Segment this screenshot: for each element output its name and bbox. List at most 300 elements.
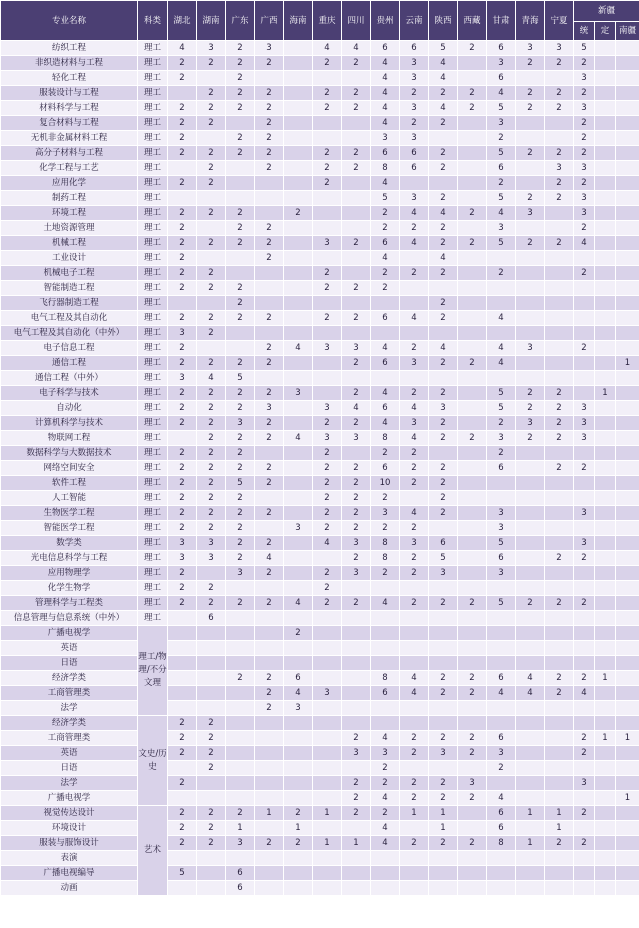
quota-cell: [487, 626, 516, 641]
quota-cell: [574, 326, 595, 341]
quota-cell: 2: [342, 386, 371, 401]
quota-cell: 2: [574, 836, 595, 851]
major-name-cell: 化学工程与工艺: [1, 161, 138, 176]
quota-cell: [168, 611, 197, 626]
quota-cell: [255, 371, 284, 386]
category-group-cell: 理工/物理/不分文理: [138, 626, 168, 716]
category-cell: 理工: [138, 566, 168, 581]
quota-cell: 2: [313, 416, 342, 431]
quota-cell: [226, 656, 255, 671]
table-row: [1, 431, 639, 446]
quota-cell: [595, 431, 616, 446]
quota-cell: 6: [487, 161, 516, 176]
quota-cell: [226, 116, 255, 131]
quota-cell: 3: [284, 521, 313, 536]
quota-cell: 2: [255, 311, 284, 326]
quota-cell: [458, 446, 487, 461]
quota-cell: 2: [371, 806, 400, 821]
quota-cell: 2: [313, 566, 342, 581]
quota-cell: [616, 161, 639, 176]
quota-cell: [616, 761, 639, 776]
quota-cell: [487, 281, 516, 296]
quota-cell: [616, 296, 639, 311]
quota-cell: [313, 551, 342, 566]
quota-cell: 3: [226, 566, 255, 581]
quota-cell: [595, 161, 616, 176]
quota-cell: [516, 776, 545, 791]
quota-cell: 2: [574, 176, 595, 191]
quota-cell: 1: [313, 806, 342, 821]
quota-cell: 2: [400, 791, 429, 806]
category-cell: 理工: [138, 311, 168, 326]
quota-cell: 2: [226, 71, 255, 86]
category-cell: 理工: [138, 326, 168, 341]
quota-cell: 2: [255, 566, 284, 581]
quota-cell: [197, 686, 226, 701]
quota-cell: 2: [574, 56, 595, 71]
quota-cell: 3: [284, 701, 313, 716]
quota-cell: [284, 611, 313, 626]
quota-cell: [168, 86, 197, 101]
table-row: [1, 806, 639, 821]
quota-cell: [516, 656, 545, 671]
quota-cell: [595, 56, 616, 71]
quota-cell: [342, 671, 371, 686]
quota-cell: [284, 476, 313, 491]
quota-cell: [516, 71, 545, 86]
quota-cell: 2: [255, 596, 284, 611]
quota-cell: 2: [197, 476, 226, 491]
quota-cell: 2: [168, 356, 197, 371]
quota-cell: 2: [197, 101, 226, 116]
quota-cell: 2: [313, 161, 342, 176]
quota-cell: [342, 266, 371, 281]
quota-cell: 1: [313, 836, 342, 851]
quota-cell: 1: [429, 806, 458, 821]
quota-cell: [313, 131, 342, 146]
quota-cell: 2: [197, 416, 226, 431]
category-cell: 理工: [138, 596, 168, 611]
quota-cell: [458, 221, 487, 236]
quota-cell: 2: [342, 236, 371, 251]
quota-cell: 4: [400, 401, 429, 416]
quota-cell: 6: [371, 146, 400, 161]
quota-cell: [595, 656, 616, 671]
quota-cell: [516, 266, 545, 281]
quota-cell: [197, 671, 226, 686]
quota-cell: [545, 311, 574, 326]
quota-cell: [616, 446, 639, 461]
quota-cell: [284, 731, 313, 746]
quota-cell: [284, 581, 313, 596]
quota-cell: [342, 881, 371, 896]
quota-cell: 2: [487, 761, 516, 776]
quota-cell: 2: [168, 731, 197, 746]
major-name-cell: 服装与服饰设计: [1, 836, 138, 851]
quota-cell: [313, 611, 342, 626]
quota-cell: 4: [371, 86, 400, 101]
quota-cell: [226, 701, 255, 716]
quota-cell: 2: [168, 266, 197, 281]
quota-cell: [168, 626, 197, 641]
quota-cell: 3: [487, 56, 516, 71]
quota-cell: 3: [574, 101, 595, 116]
quota-cell: 2: [255, 86, 284, 101]
quota-cell: 3: [226, 836, 255, 851]
quota-cell: 4: [371, 56, 400, 71]
quota-cell: [400, 326, 429, 341]
quota-cell: [516, 551, 545, 566]
quota-cell: 4: [284, 431, 313, 446]
quota-cell: 4: [168, 41, 197, 56]
quota-cell: 3: [284, 386, 313, 401]
header-xinjiang-sub: 定: [595, 22, 616, 41]
quota-cell: [574, 611, 595, 626]
quota-cell: 4: [487, 86, 516, 101]
quota-cell: [616, 281, 639, 296]
quota-cell: [545, 866, 574, 881]
table-row: [1, 656, 639, 671]
quota-cell: 2: [429, 236, 458, 251]
quota-cell: 2: [429, 146, 458, 161]
quota-cell: 4: [371, 71, 400, 86]
quota-cell: [429, 521, 458, 536]
quota-cell: [616, 326, 639, 341]
major-name-cell: 广播电视编导: [1, 866, 138, 881]
quota-cell: 4: [284, 686, 313, 701]
quota-cell: 2: [168, 716, 197, 731]
quota-cell: 2: [168, 461, 197, 476]
quota-cell: 2: [168, 401, 197, 416]
quota-cell: 2: [400, 551, 429, 566]
quota-cell: 5: [371, 191, 400, 206]
quota-cell: 2: [255, 686, 284, 701]
major-name-cell: 管理科学与工程类: [1, 596, 138, 611]
quota-cell: 2: [226, 56, 255, 71]
quota-cell: [458, 866, 487, 881]
quota-cell: 6: [487, 806, 516, 821]
quota-cell: 4: [487, 341, 516, 356]
quota-cell: [284, 551, 313, 566]
quota-cell: 3: [574, 401, 595, 416]
quota-cell: 2: [487, 176, 516, 191]
quota-cell: [487, 296, 516, 311]
quota-cell: 2: [255, 101, 284, 116]
quota-cell: [226, 731, 255, 746]
quota-cell: [168, 431, 197, 446]
quota-cell: 2: [574, 731, 595, 746]
quota-cell: [313, 386, 342, 401]
table-row: [1, 521, 639, 536]
quota-cell: 4: [400, 206, 429, 221]
quota-cell: [616, 506, 639, 521]
quota-cell: 2: [342, 476, 371, 491]
major-name-cell: 英语: [1, 641, 138, 656]
quota-cell: [616, 746, 639, 761]
quota-cell: 3: [545, 41, 574, 56]
category-cell: 理工: [138, 611, 168, 626]
quota-cell: [429, 881, 458, 896]
table-row: [1, 266, 639, 281]
quota-cell: 2: [516, 596, 545, 611]
quota-cell: [284, 566, 313, 581]
major-name-cell: 电气工程及其自动化: [1, 311, 138, 326]
quota-cell: 2: [284, 626, 313, 641]
quota-cell: [458, 191, 487, 206]
quota-cell: 2: [226, 506, 255, 521]
quota-cell: [595, 371, 616, 386]
quota-cell: [487, 866, 516, 881]
category-cell: 理工: [138, 371, 168, 386]
quota-cell: 4: [342, 401, 371, 416]
quota-cell: [313, 821, 342, 836]
quota-cell: 2: [516, 191, 545, 206]
quota-cell: [371, 581, 400, 596]
quota-cell: [429, 446, 458, 461]
category-cell: 理工: [138, 86, 168, 101]
quota-cell: 2: [255, 356, 284, 371]
category-cell: 理工: [138, 356, 168, 371]
quota-cell: 2: [458, 101, 487, 116]
quota-cell: 3: [400, 56, 429, 71]
quota-cell: 2: [168, 416, 197, 431]
quota-cell: 2: [429, 491, 458, 506]
quota-cell: 2: [255, 146, 284, 161]
quota-cell: [574, 521, 595, 536]
quota-cell: [197, 131, 226, 146]
quota-cell: [595, 821, 616, 836]
quota-cell: 2: [313, 521, 342, 536]
quota-cell: [595, 881, 616, 896]
quota-cell: 1: [616, 791, 639, 806]
quota-cell: 2: [313, 581, 342, 596]
quota-cell: 2: [458, 236, 487, 251]
major-name-cell: 视觉传达设计: [1, 806, 138, 821]
quota-cell: 2: [342, 416, 371, 431]
quota-cell: [371, 296, 400, 311]
quota-cell: 5: [487, 536, 516, 551]
quota-cell: [545, 566, 574, 581]
quota-cell: [545, 326, 574, 341]
table-row: [1, 731, 639, 746]
quota-cell: 3: [516, 206, 545, 221]
quota-cell: 3: [168, 326, 197, 341]
quota-cell: [342, 686, 371, 701]
quota-cell: 2: [197, 596, 226, 611]
quota-cell: [458, 341, 487, 356]
major-name-cell: 数据科学与大数据技术: [1, 446, 138, 461]
category-cell: 理工: [138, 446, 168, 461]
quota-cell: [545, 626, 574, 641]
quota-cell: 3: [371, 131, 400, 146]
quota-cell: 4: [400, 506, 429, 521]
table-row: [1, 371, 639, 386]
quota-cell: 2: [197, 446, 226, 461]
quota-cell: [429, 281, 458, 296]
quota-cell: 1: [226, 821, 255, 836]
quota-cell: [616, 311, 639, 326]
quota-cell: [168, 701, 197, 716]
quota-cell: 2: [516, 86, 545, 101]
quota-cell: [197, 851, 226, 866]
quota-cell: [574, 491, 595, 506]
quota-cell: 3: [574, 416, 595, 431]
quota-cell: 2: [168, 116, 197, 131]
quota-cell: 4: [371, 176, 400, 191]
table-row: [1, 86, 639, 101]
quota-cell: 1: [400, 806, 429, 821]
quota-cell: [595, 596, 616, 611]
quota-cell: [284, 416, 313, 431]
quota-cell: [516, 821, 545, 836]
quota-cell: [595, 146, 616, 161]
quota-cell: 2: [255, 461, 284, 476]
table-row: [1, 776, 639, 791]
quota-cell: 2: [458, 41, 487, 56]
quota-cell: 2: [226, 446, 255, 461]
quota-cell: 2: [197, 491, 226, 506]
quota-cell: 2: [429, 311, 458, 326]
quota-cell: [487, 776, 516, 791]
quota-cell: 4: [371, 251, 400, 266]
quota-cell: [487, 371, 516, 386]
quota-cell: 2: [342, 161, 371, 176]
quota-cell: [458, 296, 487, 311]
quota-cell: [284, 461, 313, 476]
quota-cell: [284, 266, 313, 281]
quota-cell: [616, 491, 639, 506]
quota-cell: 6: [371, 461, 400, 476]
quota-cell: [616, 656, 639, 671]
quota-cell: [197, 791, 226, 806]
quota-cell: [487, 656, 516, 671]
quota-cell: 3: [574, 776, 595, 791]
category-cell: 理工: [138, 461, 168, 476]
quota-cell: [313, 791, 342, 806]
quota-cell: [400, 626, 429, 641]
quota-cell: 2: [197, 731, 226, 746]
quota-cell: 2: [313, 446, 342, 461]
quota-cell: 2: [168, 281, 197, 296]
quota-cell: [616, 701, 639, 716]
quota-cell: [487, 611, 516, 626]
quota-cell: [400, 281, 429, 296]
quota-cell: 2: [458, 596, 487, 611]
quota-cell: [371, 881, 400, 896]
quota-cell: [545, 266, 574, 281]
quota-cell: [616, 101, 639, 116]
quota-cell: [255, 581, 284, 596]
table-row: [1, 416, 639, 431]
quota-cell: 2: [197, 161, 226, 176]
quota-cell: [168, 686, 197, 701]
quota-cell: [574, 716, 595, 731]
major-name-cell: 智能制造工程: [1, 281, 138, 296]
quota-cell: [284, 311, 313, 326]
quota-cell: [595, 281, 616, 296]
quota-cell: [545, 446, 574, 461]
quota-cell: 6: [487, 671, 516, 686]
quota-cell: 2: [545, 671, 574, 686]
quota-cell: [429, 371, 458, 386]
quota-cell: [284, 41, 313, 56]
quota-cell: 2: [197, 761, 226, 776]
quota-cell: [616, 611, 639, 626]
category-cell: 理工: [138, 581, 168, 596]
quota-cell: [595, 686, 616, 701]
quota-cell: 2: [342, 776, 371, 791]
quota-cell: 8: [371, 161, 400, 176]
quota-cell: [458, 251, 487, 266]
quota-cell: [255, 881, 284, 896]
quota-cell: 2: [313, 176, 342, 191]
header-category: 科类: [138, 1, 168, 41]
quota-cell: 3: [516, 41, 545, 56]
quota-cell: [616, 836, 639, 851]
header-province: 宁夏: [545, 1, 574, 41]
quota-cell: [545, 611, 574, 626]
quota-cell: 2: [197, 716, 226, 731]
quota-cell: 8: [487, 836, 516, 851]
quota-cell: 4: [371, 596, 400, 611]
quota-cell: [342, 761, 371, 776]
quota-cell: [197, 296, 226, 311]
quota-cell: [284, 146, 313, 161]
table-row: [1, 701, 639, 716]
quota-cell: [595, 611, 616, 626]
quota-cell: [255, 656, 284, 671]
quota-cell: [284, 791, 313, 806]
quota-cell: 3: [197, 536, 226, 551]
quota-cell: [516, 281, 545, 296]
quota-cell: 3: [168, 371, 197, 386]
quota-cell: 2: [168, 521, 197, 536]
quota-cell: 2: [429, 191, 458, 206]
quota-cell: [226, 776, 255, 791]
quota-cell: [371, 611, 400, 626]
quota-cell: 3: [371, 746, 400, 761]
quota-cell: [284, 716, 313, 731]
quota-cell: 6: [371, 686, 400, 701]
quota-cell: 2: [458, 836, 487, 851]
quota-cell: 2: [168, 806, 197, 821]
quota-cell: [616, 371, 639, 386]
quota-cell: 3: [574, 206, 595, 221]
quota-cell: [595, 71, 616, 86]
quota-cell: 6: [429, 536, 458, 551]
quota-cell: [595, 866, 616, 881]
quota-cell: [516, 176, 545, 191]
table-row: [1, 191, 639, 206]
quota-cell: 2: [197, 806, 226, 821]
quota-cell: 2: [226, 551, 255, 566]
quota-cell: 5: [429, 551, 458, 566]
quota-cell: 4: [342, 41, 371, 56]
quota-cell: 2: [371, 281, 400, 296]
quota-cell: 2: [342, 56, 371, 71]
quota-cell: 2: [516, 401, 545, 416]
header-province: 湖北: [168, 1, 197, 41]
quota-cell: 2: [255, 386, 284, 401]
quota-cell: 3: [574, 536, 595, 551]
quota-cell: [616, 476, 639, 491]
quota-cell: [545, 206, 574, 221]
quota-cell: [197, 71, 226, 86]
quota-cell: 4: [284, 596, 313, 611]
quota-cell: 2: [342, 146, 371, 161]
table-row: [1, 176, 639, 191]
quota-cell: 2: [400, 266, 429, 281]
